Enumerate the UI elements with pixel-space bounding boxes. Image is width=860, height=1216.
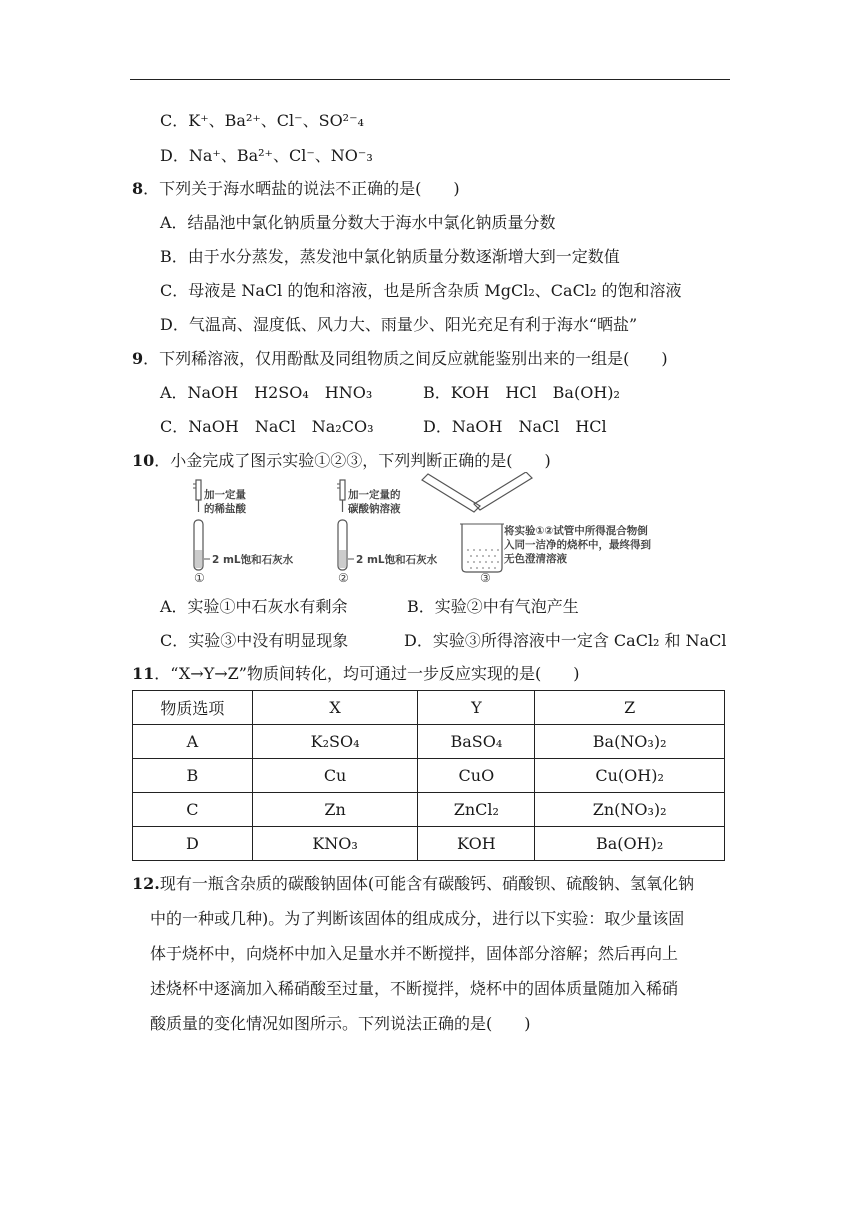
q9-option-d: D．NaOH NaCl HCl bbox=[423, 417, 607, 436]
table-header-cell: Y bbox=[418, 691, 535, 725]
table-row bbox=[133, 759, 725, 793]
table-cell: Ba(NO₃)₂ bbox=[535, 725, 725, 759]
q10-experiment-figure bbox=[160, 472, 680, 584]
table-cell: BaSO₄ bbox=[418, 725, 535, 759]
table-cell: KNO₃ bbox=[252, 827, 418, 861]
tube2-number: ② bbox=[338, 571, 349, 584]
q10-option-d: D．实验③所得溶液中一定含 CaCl₂ 和 NaCl bbox=[404, 631, 727, 650]
q10-option-c: C．实验③中没有明显现象 bbox=[160, 631, 349, 650]
q9-option-b: B．KOH HCl Ba(OH)₂ bbox=[423, 383, 620, 402]
q8-option-a: A．结晶池中氯化钠质量分数大于海水中氯化钠质量分数 bbox=[160, 213, 556, 232]
q10-option-a: A．实验①中石灰水有剩余 bbox=[160, 597, 348, 616]
table-header-cell: Z bbox=[535, 691, 725, 725]
q12-number: 12. bbox=[132, 874, 160, 893]
table-row bbox=[133, 827, 725, 861]
q12-line1-text: 现有一瓶含杂质的碳酸钠固体(可能含有碳酸钙、硝酸钡、硫酸钠、氢氧化钠 bbox=[159, 874, 695, 893]
q10-stem bbox=[132, 450, 551, 472]
q12-line-1 bbox=[132, 873, 694, 895]
beaker-text-line3: 无色澄清溶液 bbox=[504, 553, 567, 565]
beaker-setup bbox=[422, 472, 651, 584]
q10-stem-text: ．小金完成了图示实验①②③，下列判断正确的是( ) bbox=[154, 451, 551, 470]
table-cell: Cu(OH)₂ bbox=[535, 759, 725, 793]
table-cell: Zn bbox=[252, 793, 418, 827]
tube2-bottom-label: 2 mL饱和石灰水 bbox=[356, 554, 438, 566]
q11-stem-text: ．“X→Y→Z”物质间转化，均可通过一步反应实现的是( ) bbox=[154, 664, 580, 683]
q9-stem-text: ．下列稀溶液，仅用酚酞及同组物质之间反应就能鉴别出来的一组是( ) bbox=[143, 349, 668, 368]
table-cell: A bbox=[133, 725, 253, 759]
table-header-cell: X bbox=[252, 691, 418, 725]
q9-option-c: C．NaOH NaCl Na₂CO₃ bbox=[160, 417, 374, 436]
table-cell: K₂SO₄ bbox=[252, 725, 418, 759]
tube-1 bbox=[193, 480, 294, 584]
q8-option-b: B．由于水分蒸发，蒸发池中氯化钠质量分数逐渐增大到一定数值 bbox=[160, 247, 620, 266]
q7-option-d: D．Na⁺、Ba²⁺、Cl⁻、NO⁻₃ bbox=[160, 146, 373, 165]
tube-2 bbox=[337, 480, 438, 584]
q8-stem bbox=[132, 178, 460, 200]
q12-line-3: 体于烧杯中，向烧杯中加入足量水并不断搅拌，固体部分溶解；然后再向上 bbox=[150, 944, 679, 963]
q11-number: 11 bbox=[132, 664, 155, 683]
q11-table bbox=[132, 690, 725, 861]
q12-line-2: 中的一种或几种)。为了判断该固体的组成成分，进行以下实验：取少量该固 bbox=[150, 909, 685, 928]
tube1-label-line2: 的稀盐酸 bbox=[204, 503, 246, 515]
tube2-label-line1: 加一定量的 bbox=[348, 489, 401, 501]
q8-option-c: C．母液是 NaCl 的饱和溶液，也是所含杂质 MgCl₂、CaCl₂ 的饱和溶液 bbox=[160, 281, 682, 300]
tube1-label-line1: 加一定量 bbox=[204, 489, 246, 501]
q9-number: 9 bbox=[132, 349, 144, 368]
table-cell: D bbox=[133, 827, 253, 861]
beaker-text-line2: 入同一洁净的烧杯中，最终得到 bbox=[504, 539, 651, 551]
q11-stem bbox=[132, 663, 579, 685]
table-cell: ZnCl₂ bbox=[418, 793, 535, 827]
beaker-number: ③ bbox=[480, 571, 491, 584]
tube1-bottom-label: 2 mL饱和石灰水 bbox=[212, 554, 294, 566]
header-rule bbox=[130, 79, 730, 80]
q7-option-c: C．K⁺、Ba²⁺、Cl⁻、SO²⁻₄ bbox=[160, 111, 364, 130]
q8-stem-text: ．下列关于海水晒盐的说法不正确的是( ) bbox=[143, 179, 460, 198]
table-cell: C bbox=[133, 793, 253, 827]
q8-number: 8 bbox=[132, 179, 144, 198]
table-cell: Zn(NO₃)₂ bbox=[535, 793, 725, 827]
q8-option-d: D．气温高、湿度低、风力大、雨量少、阳光充足有利于海水“晒盐” bbox=[160, 315, 638, 334]
q10-number: 10 bbox=[132, 451, 155, 470]
q10-option-b: B．实验②中有气泡产生 bbox=[407, 597, 579, 616]
table-row bbox=[133, 793, 725, 827]
q9-stem bbox=[132, 348, 668, 370]
table-cell: B bbox=[133, 759, 253, 793]
q12-line-5: 酸质量的变化情况如图所示。下列说法正确的是( ) bbox=[150, 1014, 531, 1033]
beaker-text-line1: 将实验①②试管中所得混合物倒 bbox=[504, 525, 648, 537]
q9-option-a: A．NaOH H2SO₄ HNO₃ bbox=[160, 383, 373, 402]
table-cell: KOH bbox=[418, 827, 535, 861]
table-cell: Ba(OH)₂ bbox=[535, 827, 725, 861]
tube2-label-line2: 碳酸钠溶液 bbox=[348, 503, 401, 515]
table-header-row bbox=[133, 691, 725, 725]
q12-line-4: 述烧杯中逐滴加入稀硝酸至过量，不断搅拌，烧杯中的固体质量随加入稀硝 bbox=[150, 979, 679, 998]
tube1-number: ① bbox=[194, 571, 205, 584]
table-cell: Cu bbox=[252, 759, 418, 793]
table-cell: CuO bbox=[418, 759, 535, 793]
table-row bbox=[133, 725, 725, 759]
table-header-cell: 物质选项 bbox=[133, 691, 253, 725]
